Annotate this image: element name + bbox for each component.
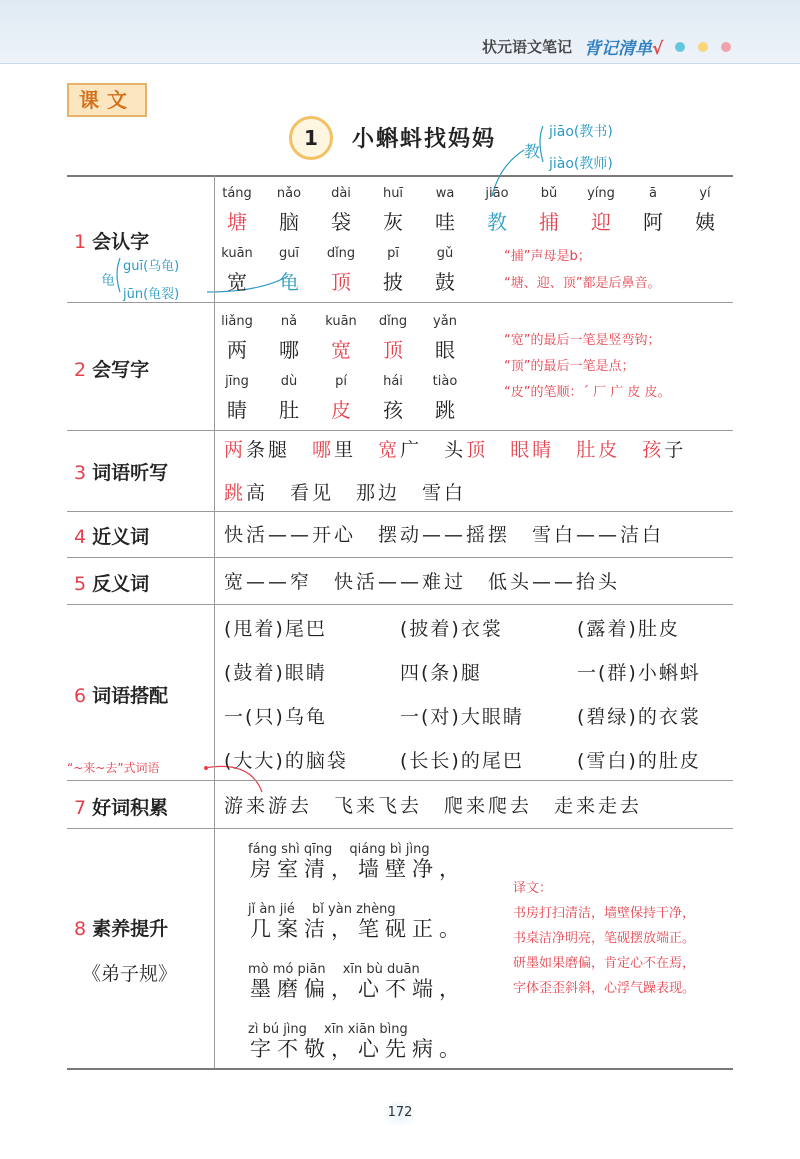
hanzi: 脑 [279,210,299,234]
dot-pink-icon [721,42,731,52]
char-cell [213,186,261,235]
pinyin: huī [382,186,404,201]
hanzi: 阿 [643,210,663,234]
row-label [74,569,149,596]
char-cell [317,374,365,423]
row-number: 2 [74,359,87,381]
dictation-word: 肚皮 [576,439,621,461]
char-cell [213,314,261,363]
pinyin: liǎng [221,314,253,329]
collocation-item: (雪白)的肚皮 [577,750,701,772]
hanzi: 眼 [435,338,455,362]
char-cell [369,186,417,235]
hanzi: 鼓 [435,270,455,294]
dictation-word: 子 [664,439,687,461]
collocation-item: 一(只)乌龟 [224,706,327,728]
dictation-word [620,439,642,461]
translation-line: 书房打扫清洁，墙壁保持干净， [513,906,696,921]
pinyin: jiāo [485,186,509,201]
hanzi: 塘 [227,210,247,234]
row-divider [67,430,733,431]
hanzi: 顶 [331,270,351,294]
row-number: 6 [74,685,87,707]
dictation-word [422,439,444,461]
dictation-word: 顶 [466,439,489,461]
poem-line: 几案洁，笔砚正。 [250,917,466,941]
note-line: “塘、迎、顶”都是后鼻音。 [504,276,661,291]
translation-line: 书桌洁净明亮，笔砚摆放端正。 [513,931,696,946]
section-label: 课文 [67,83,147,117]
char-cell [629,186,677,235]
row-label-text: 近义词 [92,526,150,548]
hanzi: 迎 [591,210,611,234]
collocation-item: 一(群)小蝌蚪 [577,662,701,684]
row-label [74,681,168,708]
hanzi: 跳 [435,398,455,422]
row-label [74,458,168,485]
note-line: “皮”的笔顺：ˊ 厂 广 皮 皮。 [504,385,671,400]
hanzi: 皮 [331,398,351,422]
pinyin: yǎn [433,314,457,329]
pinyin: nǎo [276,186,302,201]
pinyin: kuān [325,314,357,329]
pinyin: tiào [432,374,458,389]
dictation-word: 孩 [642,439,665,461]
page-number: 172 [383,1100,417,1126]
translation-line: 研墨如果磨偏，肯定心不在焉， [513,956,696,971]
pinyin: jīng [225,374,249,389]
hanzi: 哪 [279,338,299,362]
row-label-text: 词语搭配 [92,685,169,707]
collocation-item: (碧绿)的衣裳 [577,706,701,728]
hanzi: 披 [383,270,403,294]
hanzi: 肚 [279,398,299,422]
row-number: 3 [74,462,87,484]
row-number: 8 [74,918,87,940]
check-icon: √ [652,39,664,59]
table-bottom-border [67,1068,733,1070]
hanzi: 孩 [383,398,403,422]
hanzi: 哇 [435,210,455,234]
row-label-text: 会写字 [92,359,150,381]
char-cell [213,374,261,423]
collocation-item: (甩着)尾巴 [224,618,327,640]
pinyin: ā [649,186,657,201]
char-cell [421,246,469,295]
row-label-text: 好词积累 [92,797,169,819]
row-label [74,914,168,941]
pinyin: pí [335,374,347,389]
char-cell [265,374,313,423]
hanzi: 龟 [279,270,299,294]
note-line: “宽”的最后一笔是竖弯钩； [504,333,661,348]
poem-pinyin: zì bú jìng xīn xiān bìng [248,1022,408,1037]
row-number: 1 [74,231,87,253]
row-divider [67,780,733,781]
pinyin: dài [331,186,351,201]
char-cell [577,186,625,235]
dictation-word: 宽 [378,439,401,461]
char-cell [213,246,261,295]
hanzi: 捕 [539,210,559,234]
translation-block [513,876,695,1001]
collocation-item: (露着)肚皮 [577,618,680,640]
top-banner [0,0,800,64]
hanzi: 袋 [331,210,351,234]
pinyin: yí [699,186,711,201]
collocation-item: 四(条)腿 [400,662,482,684]
antonyms-text: 宽——窄 快活——难过 低头——抬头 [224,571,621,593]
pinyin: dù [280,374,298,389]
table-top-border [67,175,733,177]
hanzi: 睛 [227,398,247,422]
gui-note-char: 龟 [101,273,115,289]
row-label [74,793,168,820]
jiao-note-char: 教 [524,142,541,161]
collocation-item: (披着)衣裳 [400,618,503,640]
dictation-word: 广 [400,439,423,461]
char-cell [421,374,469,423]
row-label-text: 素养提升 [92,918,169,940]
collocation-item: 一(对)大眼睛 [400,706,524,728]
hanzi: 教 [487,210,507,234]
row-divider [67,302,733,303]
row-divider [67,828,733,829]
char-cell [369,374,417,423]
brand-tag [584,34,663,59]
dictation-word: 头 [444,439,467,461]
char-cell [421,186,469,235]
poem-line: 墨磨偏，心不端， [250,977,466,1001]
dot-yellow-icon [698,42,708,52]
brand-tag-text: 背记清单 [584,39,652,59]
gui-note-reading1: guī(乌龟) [123,259,180,274]
pinyin: yíng [587,186,615,201]
collocation-item: (长长)的尾巴 [400,750,524,772]
dictation-word [554,439,576,461]
char-cell [265,246,313,295]
row-label-text: 会认字 [92,231,150,253]
poem-line: 字不敬，心先病。 [250,1037,466,1061]
row-label [74,227,149,254]
synonyms-text: 快活——开心 摆动——摇摆 雪白——洁白 [224,524,665,546]
dictation-word [290,439,312,461]
dictation-word: 跳 [224,482,247,504]
brand-name: 状元语文笔记 [482,38,573,56]
dictation-word: 高 看见 那边 雪白 [246,482,467,504]
note-line: “捕”声母是b； [504,249,591,264]
dictation-word: 两 [224,439,247,461]
poem-pinyin: jǐ àn jié bǐ yàn zhèng [248,902,396,917]
hanzi: 宽 [227,270,247,294]
dot-blue-icon [675,42,685,52]
row-divider [67,557,733,558]
char-cell [369,314,417,363]
gui-note-reading2: jūn(龟裂) [123,287,180,302]
poem-line: 房室清，墙壁净， [250,857,466,881]
row-sublabel: 《弟子规》 [82,963,178,985]
row-label [74,522,149,549]
note-line: “顶”的最后一笔是点； [504,359,635,374]
char-cell [525,186,573,235]
side-note: “~来~去”式词语 [67,761,160,775]
row-label-text: 词语听写 [92,462,169,484]
char-cell [369,246,417,295]
pinyin: nǎ [280,314,298,329]
char-cell [317,246,365,295]
row-label [74,355,149,382]
poem-pinyin: fáng shì qīng qiáng bì jìng [248,842,430,857]
dictation-word: 哪 [312,439,335,461]
column-divider [214,175,215,1068]
pinyin: pī [387,246,399,261]
translation-title: 译文： [513,881,553,896]
dictation-word: 条腿 [246,439,291,461]
dictation-line [224,435,686,462]
translation-line: 字体歪歪斜斜，心浮气躁表现。 [513,981,696,996]
pinyin: hái [383,374,403,389]
pinyin: dǐng [378,314,408,329]
row-label-text: 反义词 [92,573,150,595]
char-cell [473,186,521,235]
pinyin: dǐng [326,246,356,261]
char-cell [317,314,365,363]
char-cell [421,314,469,363]
dictation-word [356,439,378,461]
hanzi: 顶 [383,338,403,362]
dictation-line [224,478,466,505]
hanzi: 灰 [383,210,403,234]
hanzi: 姨 [695,210,715,234]
lesson-title: 小蝌蚪找妈妈 [352,127,497,152]
lesson-number: 1 [289,116,333,160]
row-divider [67,604,733,605]
collocation-item: (大大)的脑袋 [224,750,348,772]
collocation-item: (鼓着)眼睛 [224,662,327,684]
hanzi: 宽 [331,338,351,362]
row-number: 5 [74,573,87,595]
dictation-word: 眼睛 [510,439,555,461]
dictation-word: 里 [334,439,357,461]
pinyin: kuān [221,246,253,261]
pinyin: táng [222,186,252,201]
jiao-note-reading1: jiāo(教书) [549,124,613,140]
row-divider [67,511,733,512]
char-cell [317,186,365,235]
hanzi: 两 [227,338,247,362]
char-cell [265,186,313,235]
pinyin: wa [435,186,455,201]
dictation-word [488,439,510,461]
char-cell [681,186,729,235]
pinyin: gǔ [436,246,454,261]
char-cell [265,314,313,363]
good-words-text: 游来游去 飞来飞去 爬来爬去 走来走去 [224,795,643,817]
pinyin: guī [278,246,300,261]
row-number: 4 [74,526,87,548]
poem-pinyin: mò mó piān xīn bù duān [248,962,420,977]
pinyin: bǔ [540,186,558,201]
row-number: 7 [74,797,87,819]
jiao-note-reading2: jiào(教师) [549,156,613,172]
